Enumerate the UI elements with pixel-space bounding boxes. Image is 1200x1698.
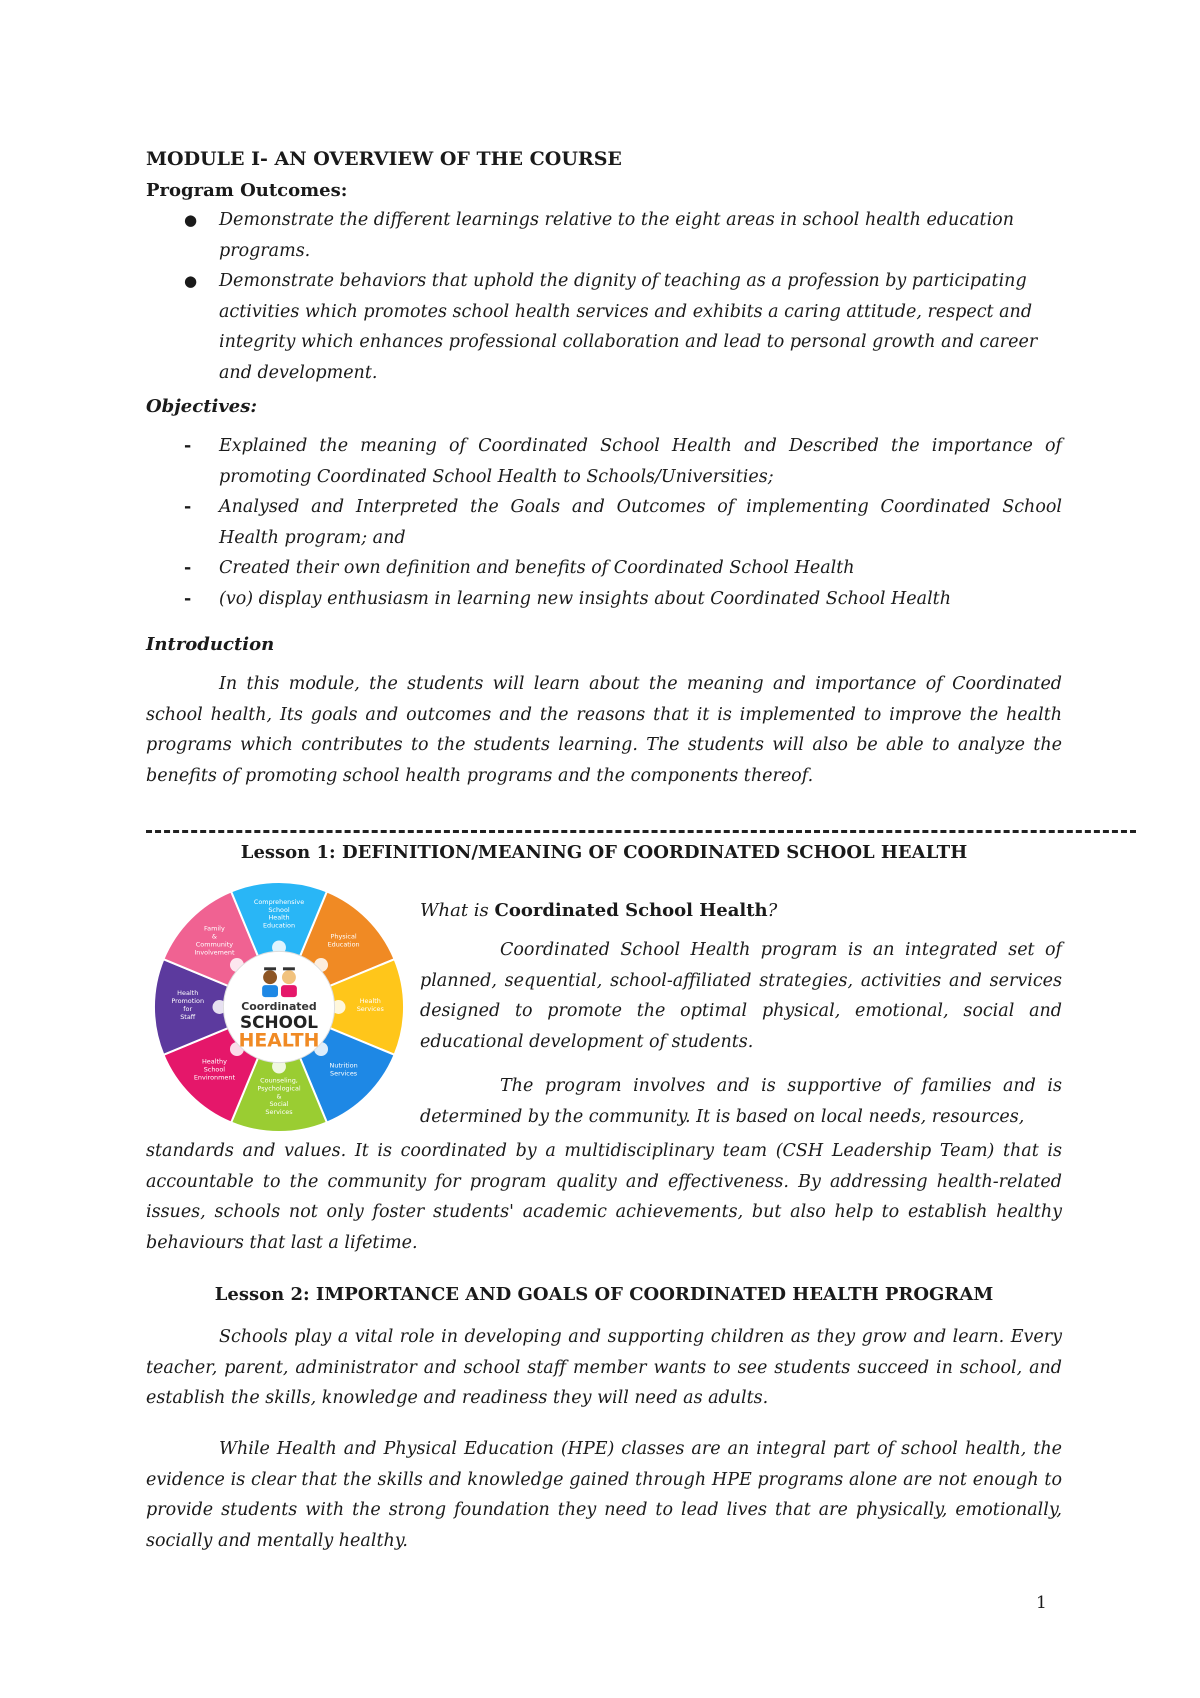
list-item: ● Demonstrate behaviors that uphold the dignity of teaching as a profession by participating activities which promotes school health services and exhibits a caring attitude, respect and integrity which enhances professional collaboration and lead to personal growth and career and development. [146, 266, 1062, 388]
lesson1-label: Lesson 1: [240, 842, 336, 863]
bullet-icon: ● [184, 272, 198, 290]
wheel-segment-label: Counseling, Psychological & Social Services [257, 1076, 301, 1117]
dash-icon: - [184, 558, 192, 578]
dash-icon: - [184, 497, 192, 517]
list-item: - Explained the meaning of Coordinated School Health and Described the importance of promoting Coordinated School Health to Schools/Universities; [146, 431, 1062, 492]
wheel-segment-label: Comprehensive School Health Education [253, 897, 305, 930]
wheel-segment-label: Physical Education [327, 932, 360, 949]
wheel-center-line3: HEALTH [238, 1030, 320, 1052]
lesson1-paragraph2-cont: standards and values. It is coordinated by a multidisciplinary team (CSH Leadership Team) that is accountable to the community for program quality and effectiveness. By addressing health-related issues, schools not only foster students' academic achievements, but also help to establish healthy behaviours that last a lifetime. [146, 1141, 1062, 1253]
list-item: - Created their own definition and benefits of Coordinated School Health [146, 553, 1062, 584]
wheel-segment-label: Healthy School Environment [193, 1057, 235, 1082]
lesson2-label: Lesson 2: [214, 1284, 310, 1305]
wheel-segment-label: Health Services [356, 997, 384, 1013]
wheel-segment-label: Health Promotion for Staff [171, 989, 205, 1021]
module-title: MODULE I- AN OVERVIEW OF THE COURSE [146, 148, 622, 170]
wheel-center-line1: Coordinated [241, 999, 317, 1013]
list-item: - (vo) display enthusiasm in learning new insights about Coordinated School Health [146, 584, 1062, 615]
lesson2-paragraph1: Schools play a vital role in developing and supporting children as they grow and learn. Every teacher, parent, administrator and school staff member wants to see students succeed in school, and establish the skills, knowledge and readiness they will need as adults. [146, 1327, 1062, 1408]
dash-icon: - [184, 436, 192, 456]
lesson1-heading [146, 842, 1062, 863]
lesson1-paragraph1: Coordinated School Health program is an integrated set of planned, sequential, school-affiliated strategies, activities and services designed to promote the optimal physical, emotional, social and educational development of students. [420, 940, 1062, 1052]
lesson1-right-column [420, 900, 1062, 1132]
lesson1-question: What is Coordinated School Health? [420, 900, 778, 921]
wheel-segment-label: Nutrition Services [329, 1061, 358, 1078]
program-outcomes-list [146, 205, 1062, 388]
program-outcomes-label: Program Outcomes: [146, 180, 348, 201]
introduction-text: In this module, the students will learn about the meaning and importance of Coordinated school health, Its goals and outcomes and the reasons that it is implemented to improve the health programs which contributes to the students learning. The students will also be able to analyze the benefits of promoting school health programs and the components thereof. [146, 674, 1062, 786]
lesson1-title: DEFINITION/MEANING OF COORDINATED SCHOOL HEALTH [341, 842, 968, 863]
list-item: - Analysed and Interpreted the Goals and Outcomes of implementing Coordinated School Health program; and [146, 492, 1062, 553]
objectives-label: Objectives: [146, 396, 258, 417]
coordinated-school-health-wheel [150, 878, 408, 1136]
list-item: ● Demonstrate the different learnings relative to the eight areas in school health education programs. [146, 205, 1062, 266]
section-divider [146, 830, 1136, 833]
introduction-label: Introduction [146, 634, 275, 655]
page-number: 1 [1036, 1593, 1047, 1613]
objectives-list [146, 431, 1062, 614]
lesson2-heading [146, 1284, 1062, 1305]
wheel-segment-label: Family & Community Involvement [194, 924, 235, 957]
lesson1-paragraph2-start: The program involves and is supportive of families and is determined by the community. It is based on local needs, resources, [420, 1076, 1062, 1127]
wheel-center-line2: SCHOOL [239, 1011, 319, 1032]
lesson2-paragraph2: While Health and Physical Education (HPE) classes are an integral part of school health, the evidence is clear that the skills and knowledge gained through HPE programs alone are not enough to provide students with the strong foundation they need to lead lives that are physically, emotionally, socially and mentally healthy. [146, 1439, 1062, 1551]
dash-icon: - [184, 588, 192, 609]
module-section [146, 140, 1062, 791]
lesson2-title: IMPORTANCE AND GOALS OF COORDINATED HEALTH PROGRAM [315, 1284, 994, 1305]
bullet-icon: ● [184, 211, 198, 229]
